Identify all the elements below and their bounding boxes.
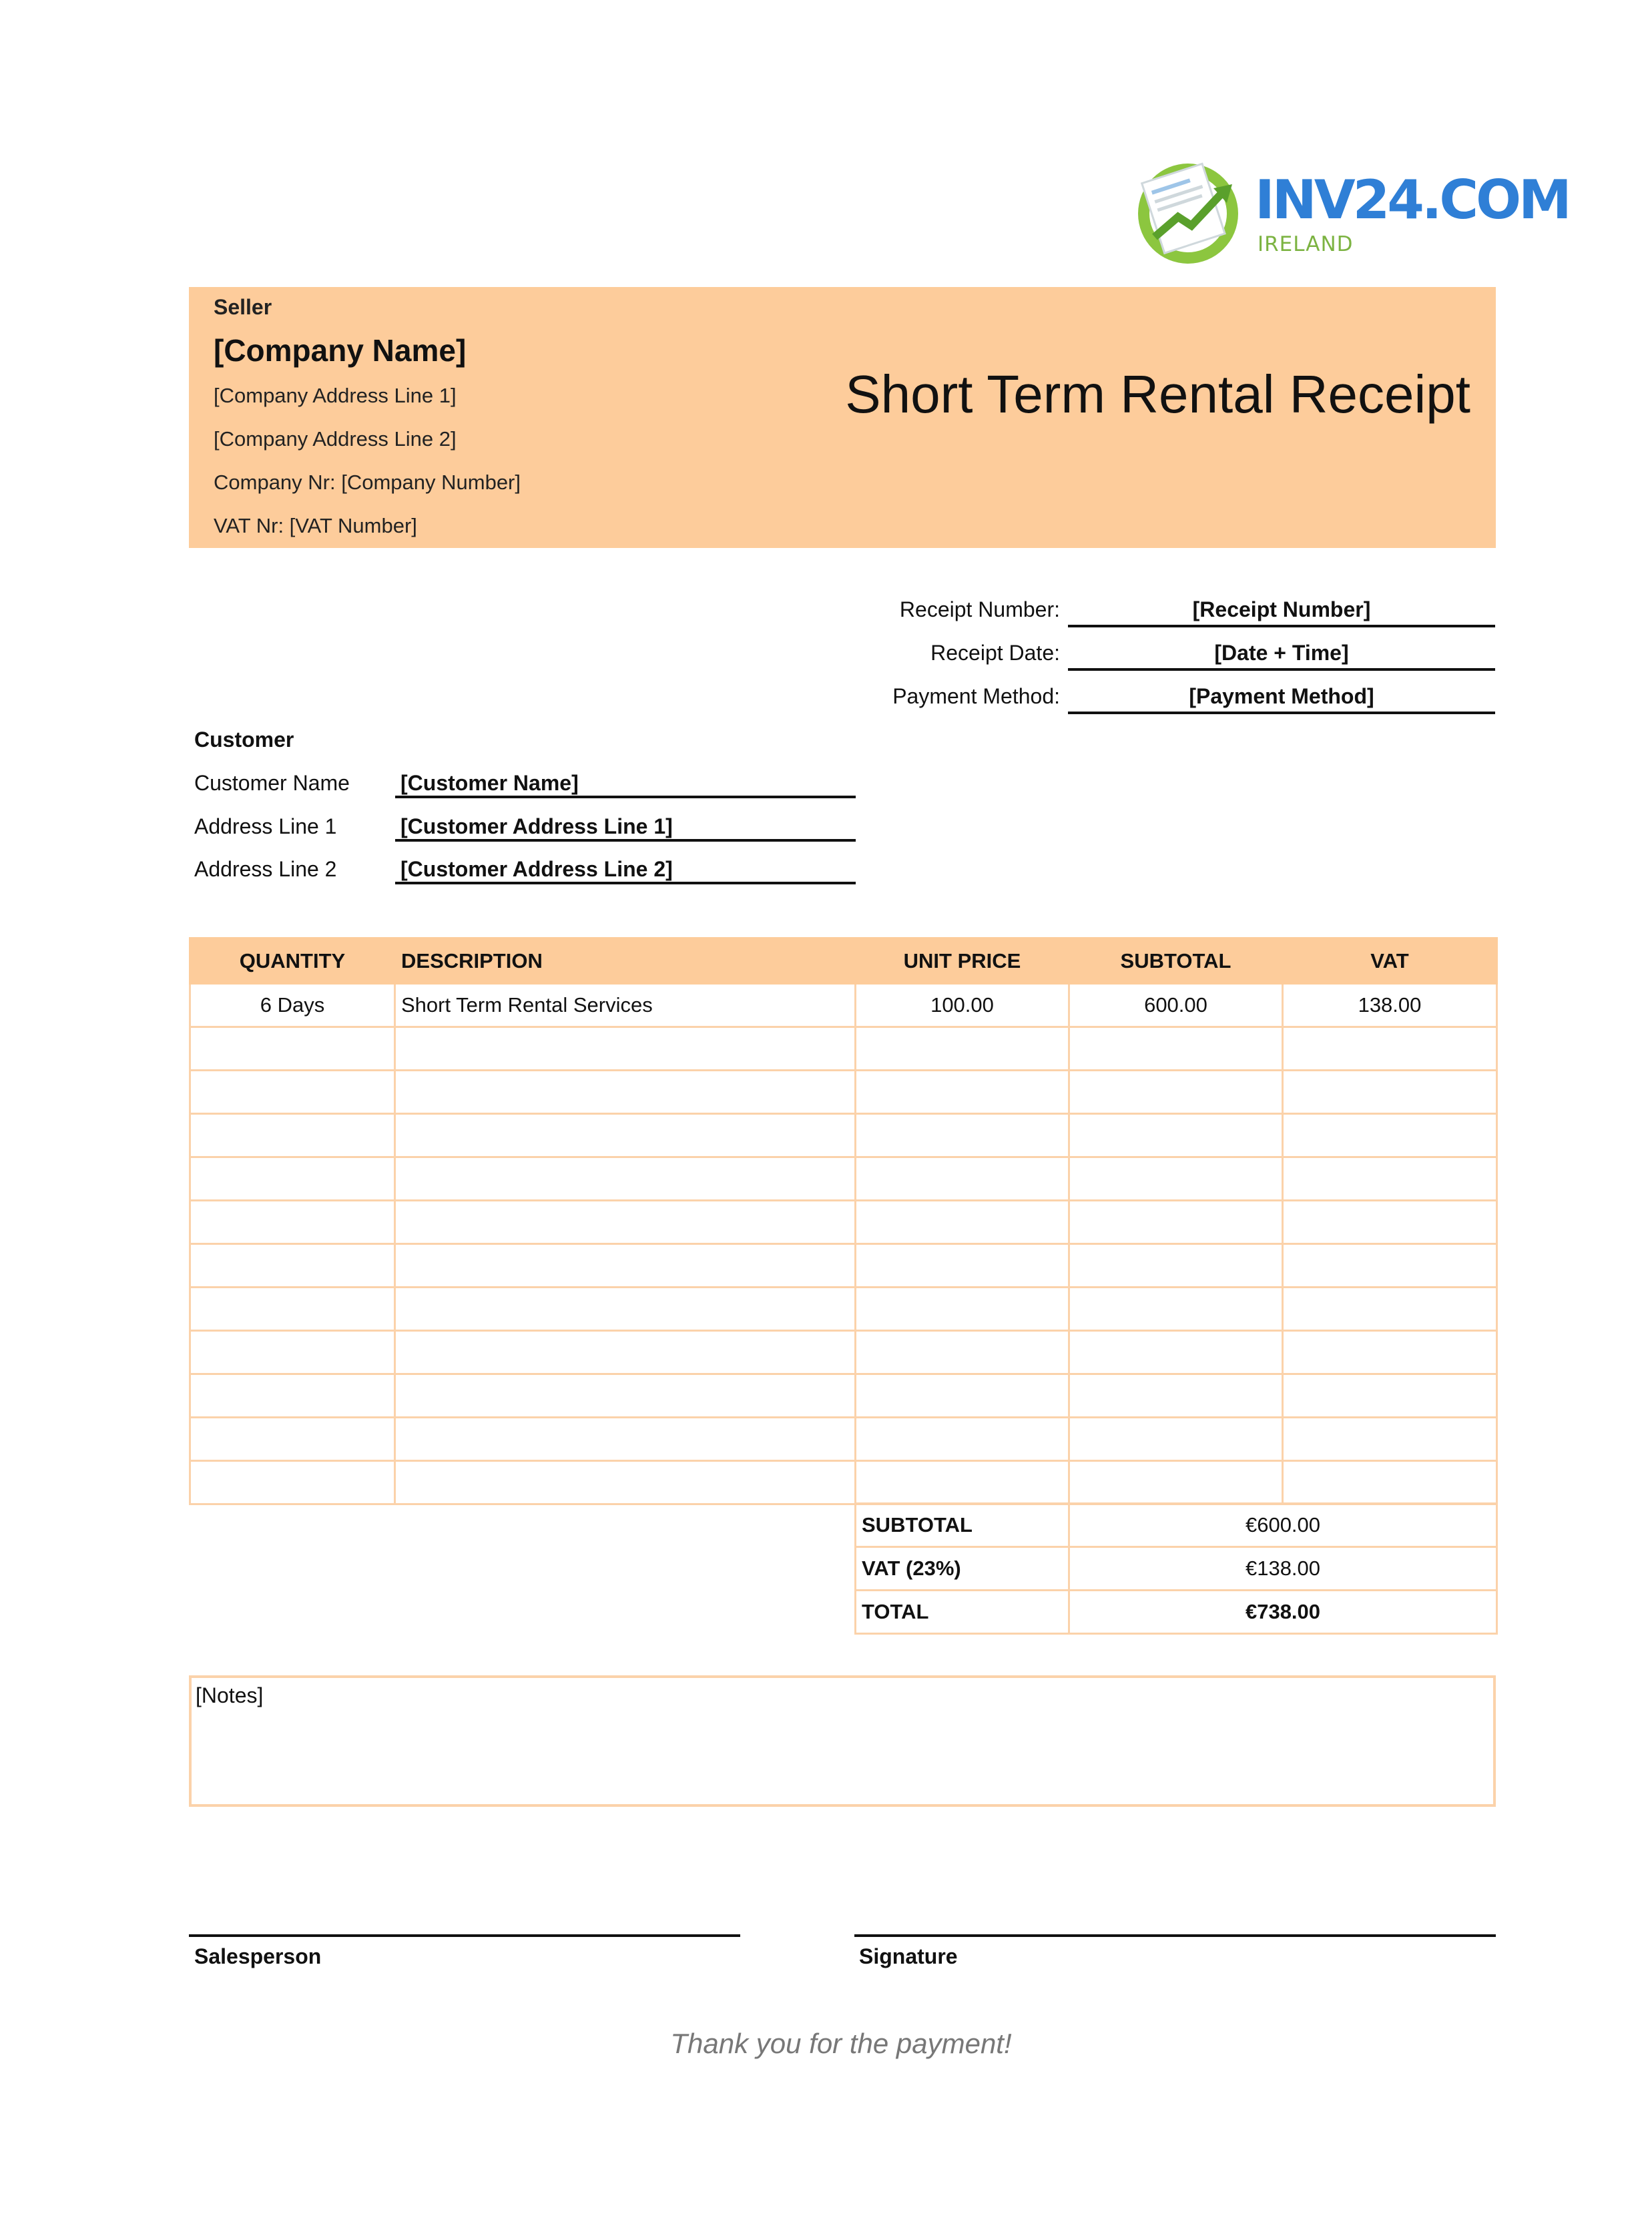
thank-you-message: Thank you for the payment! bbox=[670, 2028, 1012, 2059]
vat-label: VAT (23%) bbox=[856, 1547, 1069, 1591]
subtotal-cell[interactable] bbox=[1069, 1114, 1283, 1157]
subtotal-cell[interactable] bbox=[1069, 1418, 1283, 1461]
subtotal-cell[interactable] bbox=[1069, 1157, 1283, 1201]
customer-heading: Customer bbox=[194, 728, 294, 752]
quantity-cell[interactable] bbox=[190, 1331, 395, 1374]
customer-address1-label: Address Line 1 bbox=[194, 814, 337, 838]
subtotal-cell[interactable] bbox=[1069, 1027, 1283, 1071]
table-row bbox=[190, 1418, 1497, 1461]
unit-price-cell[interactable] bbox=[856, 1027, 1069, 1071]
subtotal-row bbox=[856, 1504, 1497, 1547]
table-row bbox=[190, 1374, 1497, 1418]
vat-cell[interactable] bbox=[1283, 1288, 1497, 1331]
total-label: TOTAL bbox=[856, 1591, 1069, 1634]
unit-price-cell[interactable] bbox=[856, 1418, 1069, 1461]
quantity-cell[interactable] bbox=[190, 1114, 395, 1157]
unit-price-cell[interactable] bbox=[856, 1288, 1069, 1331]
quantity-cell[interactable] bbox=[190, 1201, 395, 1244]
document-title: Short Term Rental Receipt bbox=[845, 364, 1470, 424]
receipt-number-label: Receipt Number: bbox=[899, 597, 1060, 621]
description-cell[interactable] bbox=[395, 1201, 856, 1244]
vat-cell[interactable] bbox=[1283, 1201, 1497, 1244]
table-row bbox=[190, 1114, 1497, 1157]
vat-cell[interactable] bbox=[1283, 1114, 1497, 1157]
notes-text: [Notes] bbox=[196, 1683, 264, 1707]
payment-method-value[interactable]: [Payment Method] bbox=[1068, 681, 1495, 714]
logo-country-text: IRELAND bbox=[1258, 232, 1354, 256]
receipt-date-value[interactable]: [Date + Time] bbox=[1068, 637, 1495, 671]
table-row bbox=[190, 1201, 1497, 1244]
description-cell[interactable] bbox=[395, 1288, 856, 1331]
description-cell[interactable] bbox=[395, 1461, 856, 1504]
company-number: Company Nr: [Company Number] bbox=[214, 471, 521, 494]
description-cell[interactable] bbox=[395, 1027, 856, 1071]
table-row bbox=[190, 1288, 1497, 1331]
quantity-cell[interactable] bbox=[190, 1071, 395, 1114]
description-cell[interactable] bbox=[395, 1071, 856, 1114]
table-header-row bbox=[190, 938, 1497, 984]
subtotal-cell[interactable] bbox=[1069, 1201, 1283, 1244]
vat-row bbox=[856, 1547, 1497, 1591]
vat-cell[interactable] bbox=[1283, 1331, 1497, 1374]
vat-cell[interactable]: 138.00 bbox=[1283, 984, 1497, 1027]
receipt-date-label: Receipt Date: bbox=[930, 641, 1060, 665]
total-value: €738.00 bbox=[1069, 1591, 1497, 1634]
unit-price-cell[interactable] bbox=[856, 1244, 1069, 1288]
description-cell[interactable] bbox=[395, 1157, 856, 1201]
header-subtotal: SUBTOTAL bbox=[1069, 938, 1283, 984]
vat-cell[interactable] bbox=[1283, 1374, 1497, 1418]
table-row bbox=[190, 1244, 1497, 1288]
quantity-cell[interactable] bbox=[190, 1461, 395, 1504]
vat-cell[interactable] bbox=[1283, 1418, 1497, 1461]
description-cell[interactable]: Short Term Rental Services bbox=[395, 984, 856, 1027]
unit-price-cell[interactable] bbox=[856, 1461, 1069, 1504]
header-description: DESCRIPTION bbox=[395, 938, 856, 984]
subtotal-cell[interactable] bbox=[1069, 1071, 1283, 1114]
logo bbox=[1135, 154, 1569, 267]
totals-table bbox=[854, 1502, 1498, 1635]
unit-price-cell[interactable] bbox=[856, 1331, 1069, 1374]
customer-name-label: Customer Name bbox=[194, 771, 350, 795]
quantity-cell[interactable] bbox=[190, 1244, 395, 1288]
vat-cell[interactable] bbox=[1283, 1071, 1497, 1114]
seller-heading: Seller bbox=[214, 295, 272, 319]
salesperson-line bbox=[189, 1934, 740, 1937]
total-row bbox=[856, 1591, 1497, 1634]
description-cell[interactable] bbox=[395, 1244, 856, 1288]
vat-cell[interactable] bbox=[1283, 1027, 1497, 1071]
subtotal-cell[interactable]: 600.00 bbox=[1069, 984, 1283, 1027]
signature-label: Signature bbox=[859, 1944, 958, 1968]
logo-brand-text: INV24.COM bbox=[1255, 169, 1569, 231]
logo-icon bbox=[1135, 154, 1248, 267]
company-name: [Company Name] bbox=[214, 333, 467, 368]
vat-cell[interactable] bbox=[1283, 1461, 1497, 1504]
subtotal-label: SUBTOTAL bbox=[856, 1504, 1069, 1547]
table-row bbox=[190, 1157, 1497, 1201]
quantity-cell[interactable] bbox=[190, 1418, 395, 1461]
quantity-cell[interactable] bbox=[190, 1374, 395, 1418]
header-vat: VAT bbox=[1283, 938, 1497, 984]
vat-value: €138.00 bbox=[1069, 1547, 1497, 1591]
salesperson-label: Salesperson bbox=[194, 1944, 322, 1968]
vat-cell[interactable] bbox=[1283, 1244, 1497, 1288]
customer-address2-value[interactable]: [Customer Address Line 2] bbox=[395, 854, 856, 884]
receipt-number-value[interactable]: [Receipt Number] bbox=[1068, 594, 1495, 627]
items-table bbox=[189, 937, 1498, 1505]
vat-number: VAT Nr: [VAT Number] bbox=[214, 514, 417, 537]
table-row bbox=[190, 1461, 1497, 1504]
seller-section bbox=[189, 287, 1496, 548]
description-cell[interactable] bbox=[395, 1374, 856, 1418]
company-address-line-1: [Company Address Line 1] bbox=[214, 384, 457, 407]
table-row bbox=[190, 1331, 1497, 1374]
description-cell[interactable] bbox=[395, 1331, 856, 1374]
customer-address1-value[interactable]: [Customer Address Line 1] bbox=[395, 811, 856, 842]
subtotal-cell[interactable] bbox=[1069, 1288, 1283, 1331]
subtotal-cell[interactable] bbox=[1069, 1244, 1283, 1288]
company-address-line-2: [Company Address Line 2] bbox=[214, 427, 457, 451]
subtotal-value: €600.00 bbox=[1069, 1504, 1497, 1547]
customer-name-value[interactable]: [Customer Name] bbox=[395, 768, 856, 798]
unit-price-cell[interactable] bbox=[856, 1157, 1069, 1201]
unit-price-cell[interactable] bbox=[856, 1201, 1069, 1244]
header-unit-price: UNIT PRICE bbox=[856, 938, 1069, 984]
subtotal-cell[interactable] bbox=[1069, 1461, 1283, 1504]
table-row bbox=[190, 984, 1497, 1027]
table-row bbox=[190, 1027, 1497, 1071]
quantity-cell[interactable]: 6 Days bbox=[190, 984, 395, 1027]
unit-price-cell[interactable] bbox=[856, 1374, 1069, 1418]
subtotal-cell[interactable] bbox=[1069, 1374, 1283, 1418]
quantity-cell[interactable] bbox=[190, 1157, 395, 1201]
unit-price-cell[interactable]: 100.00 bbox=[856, 984, 1069, 1027]
description-cell[interactable] bbox=[395, 1114, 856, 1157]
quantity-cell[interactable] bbox=[190, 1027, 395, 1071]
subtotal-cell[interactable] bbox=[1069, 1331, 1283, 1374]
unit-price-cell[interactable] bbox=[856, 1114, 1069, 1157]
payment-method-label: Payment Method: bbox=[892, 684, 1060, 708]
description-cell[interactable] bbox=[395, 1418, 856, 1461]
customer-address2-label: Address Line 2 bbox=[194, 857, 337, 881]
signature-line bbox=[854, 1934, 1496, 1937]
unit-price-cell[interactable] bbox=[856, 1071, 1069, 1114]
quantity-cell[interactable] bbox=[190, 1288, 395, 1331]
notes-box[interactable] bbox=[189, 1675, 1496, 1807]
vat-cell[interactable] bbox=[1283, 1157, 1497, 1201]
table-row bbox=[190, 1071, 1497, 1114]
header-quantity: QUANTITY bbox=[190, 938, 395, 984]
